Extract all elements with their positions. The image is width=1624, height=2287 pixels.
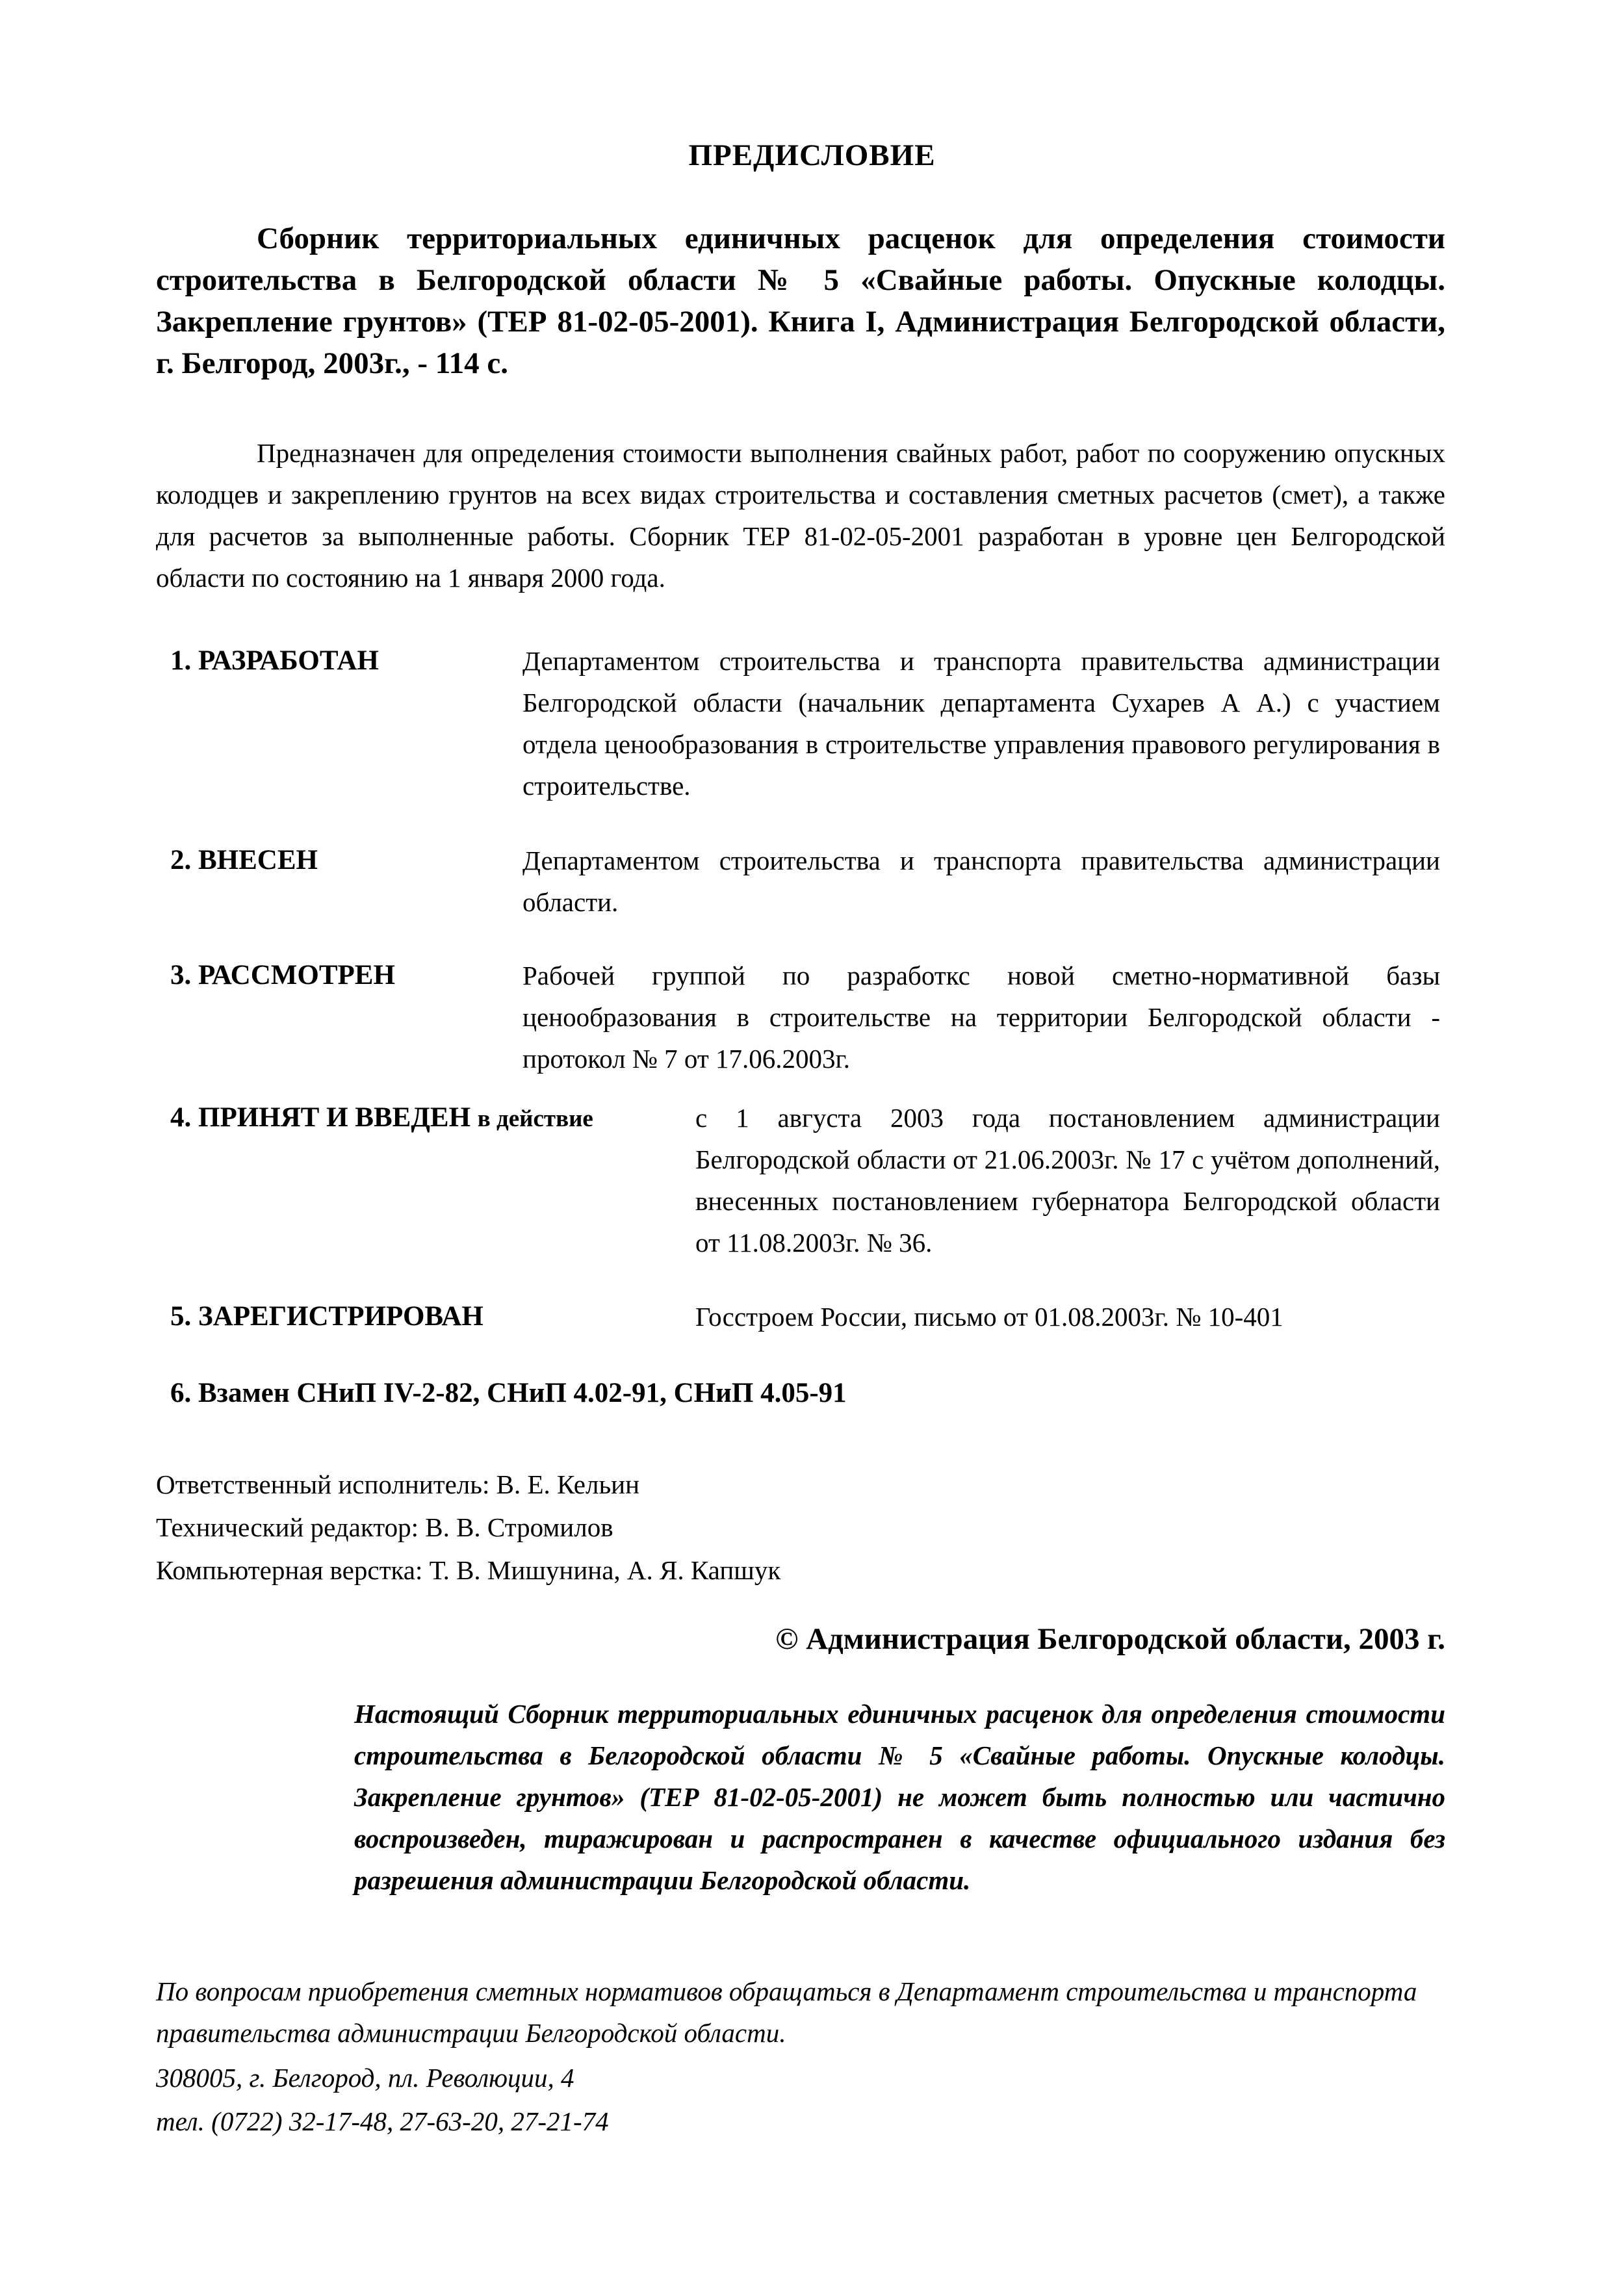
reproduction-notice: Настоящий Сборник территориальных единичных расценок для определения стоимости строительства в Белгородской области № 5 «Свайные работы. Опускные колодцы. Закрепление грунтов» (ТЕР 81-02-05-2001) не может быть полностью или частично воспроизведен, тиражирован и распространен в качестве официального издания без разрешения администрации Белгородской области. xyxy=(354,1699,1445,1895)
contact-text: По вопросам приобретения сметных нормативов обращаться в Департамент строительства и транспорта правительства администрации Белгородской области. xyxy=(156,1976,1417,2048)
credit-layout: Компьютерная верстка: Т. В. Мишунина, А. Я. Капшук xyxy=(156,1555,781,1585)
item-2-label: 2. ВНЕСЕН xyxy=(170,845,318,875)
item-1-text: Департаментом строительства и транспорта правительства администрации Белгородской области (начальник департамента Сухарев А А.) с участием отдела ценообразования в строительстве управления правового регулирования в строительстве. xyxy=(522,646,1440,801)
item-4-text: с 1 августа 2003 года постановлением администрации Белгородской области от 21.06.2003г. № 17 с учётом дополнений, внесенных постановлением губернатора Белгородской области от 11.08.2003г. № 36. xyxy=(695,1103,1440,1258)
item-3-text: Рабочей группой по разработкс новой сметно-нормативной базы ценообразования в строительстве на территории Белгородской области - протокол № 7 от 17.06.2003г. xyxy=(522,961,1440,1074)
item-5-label: 5. ЗАРЕГИСТРИРОВАН xyxy=(170,1301,483,1332)
contact-address: 308005, г. Белгород, пл. Революции, 4 xyxy=(156,2063,574,2093)
item-5-text: Госстроем России, письмо от 01.08.2003г. № 10-401 xyxy=(695,1302,1283,1332)
item-4-label-main: 4. ПРИНЯТ И ВВЕДЕН xyxy=(170,1102,471,1133)
purpose-paragraph: Предназначен для определения стоимости выполнения свайных работ, работ по сооружению опускных колодцев и закреплению грунтов на всех видах строительства и составления сметных расчетов (смет), а также для расчетов за выполненные работы. Сборник ТЕР 81-02-05-2001 разработан в уровне цен Белгородской области по состоянию на 1 января 2000 года. xyxy=(156,438,1445,593)
page-title: ПРЕДИСЛОВИЕ xyxy=(688,138,936,172)
collection-description: Сборник территориальных единичных расценок для определения стоимости строительства в Белгородской области № 5 «Свайные работы. Опускные колодцы. Закрепление грунтов» (ТЕР 81-02-05-2001). Книга I, Администрация Белгородской области, г. Белгород, 2003г., - 114 с. xyxy=(156,222,1445,380)
item-2-text: Департаментом строительства и транспорта правительства администрации области. xyxy=(522,846,1440,917)
item-3-label: 3. РАССМОТРЕН xyxy=(170,960,395,990)
copyright-line: © Администрация Белгородской области, 2003 г. xyxy=(775,1622,1445,1656)
contact-phone: тел. (0722) 32-17-48, 27-63-20, 27-21-74 xyxy=(156,2106,609,2136)
item-4-label xyxy=(170,1097,593,1140)
item-6-label: 6. Взамен СНиП IV-2-82, СНиП 4.02-91, СНиП 4.05-91 xyxy=(170,1378,847,1408)
credit-responsible: Ответственный исполнитель: В. Е. Кельин xyxy=(156,1469,640,1499)
credit-tech-editor: Технический редактор: В. В. Стромилов xyxy=(156,1512,613,1542)
item-1-label: 1. РАЗРАБОТАН xyxy=(170,645,379,676)
item-4-label-tail: в действие xyxy=(477,1105,593,1132)
